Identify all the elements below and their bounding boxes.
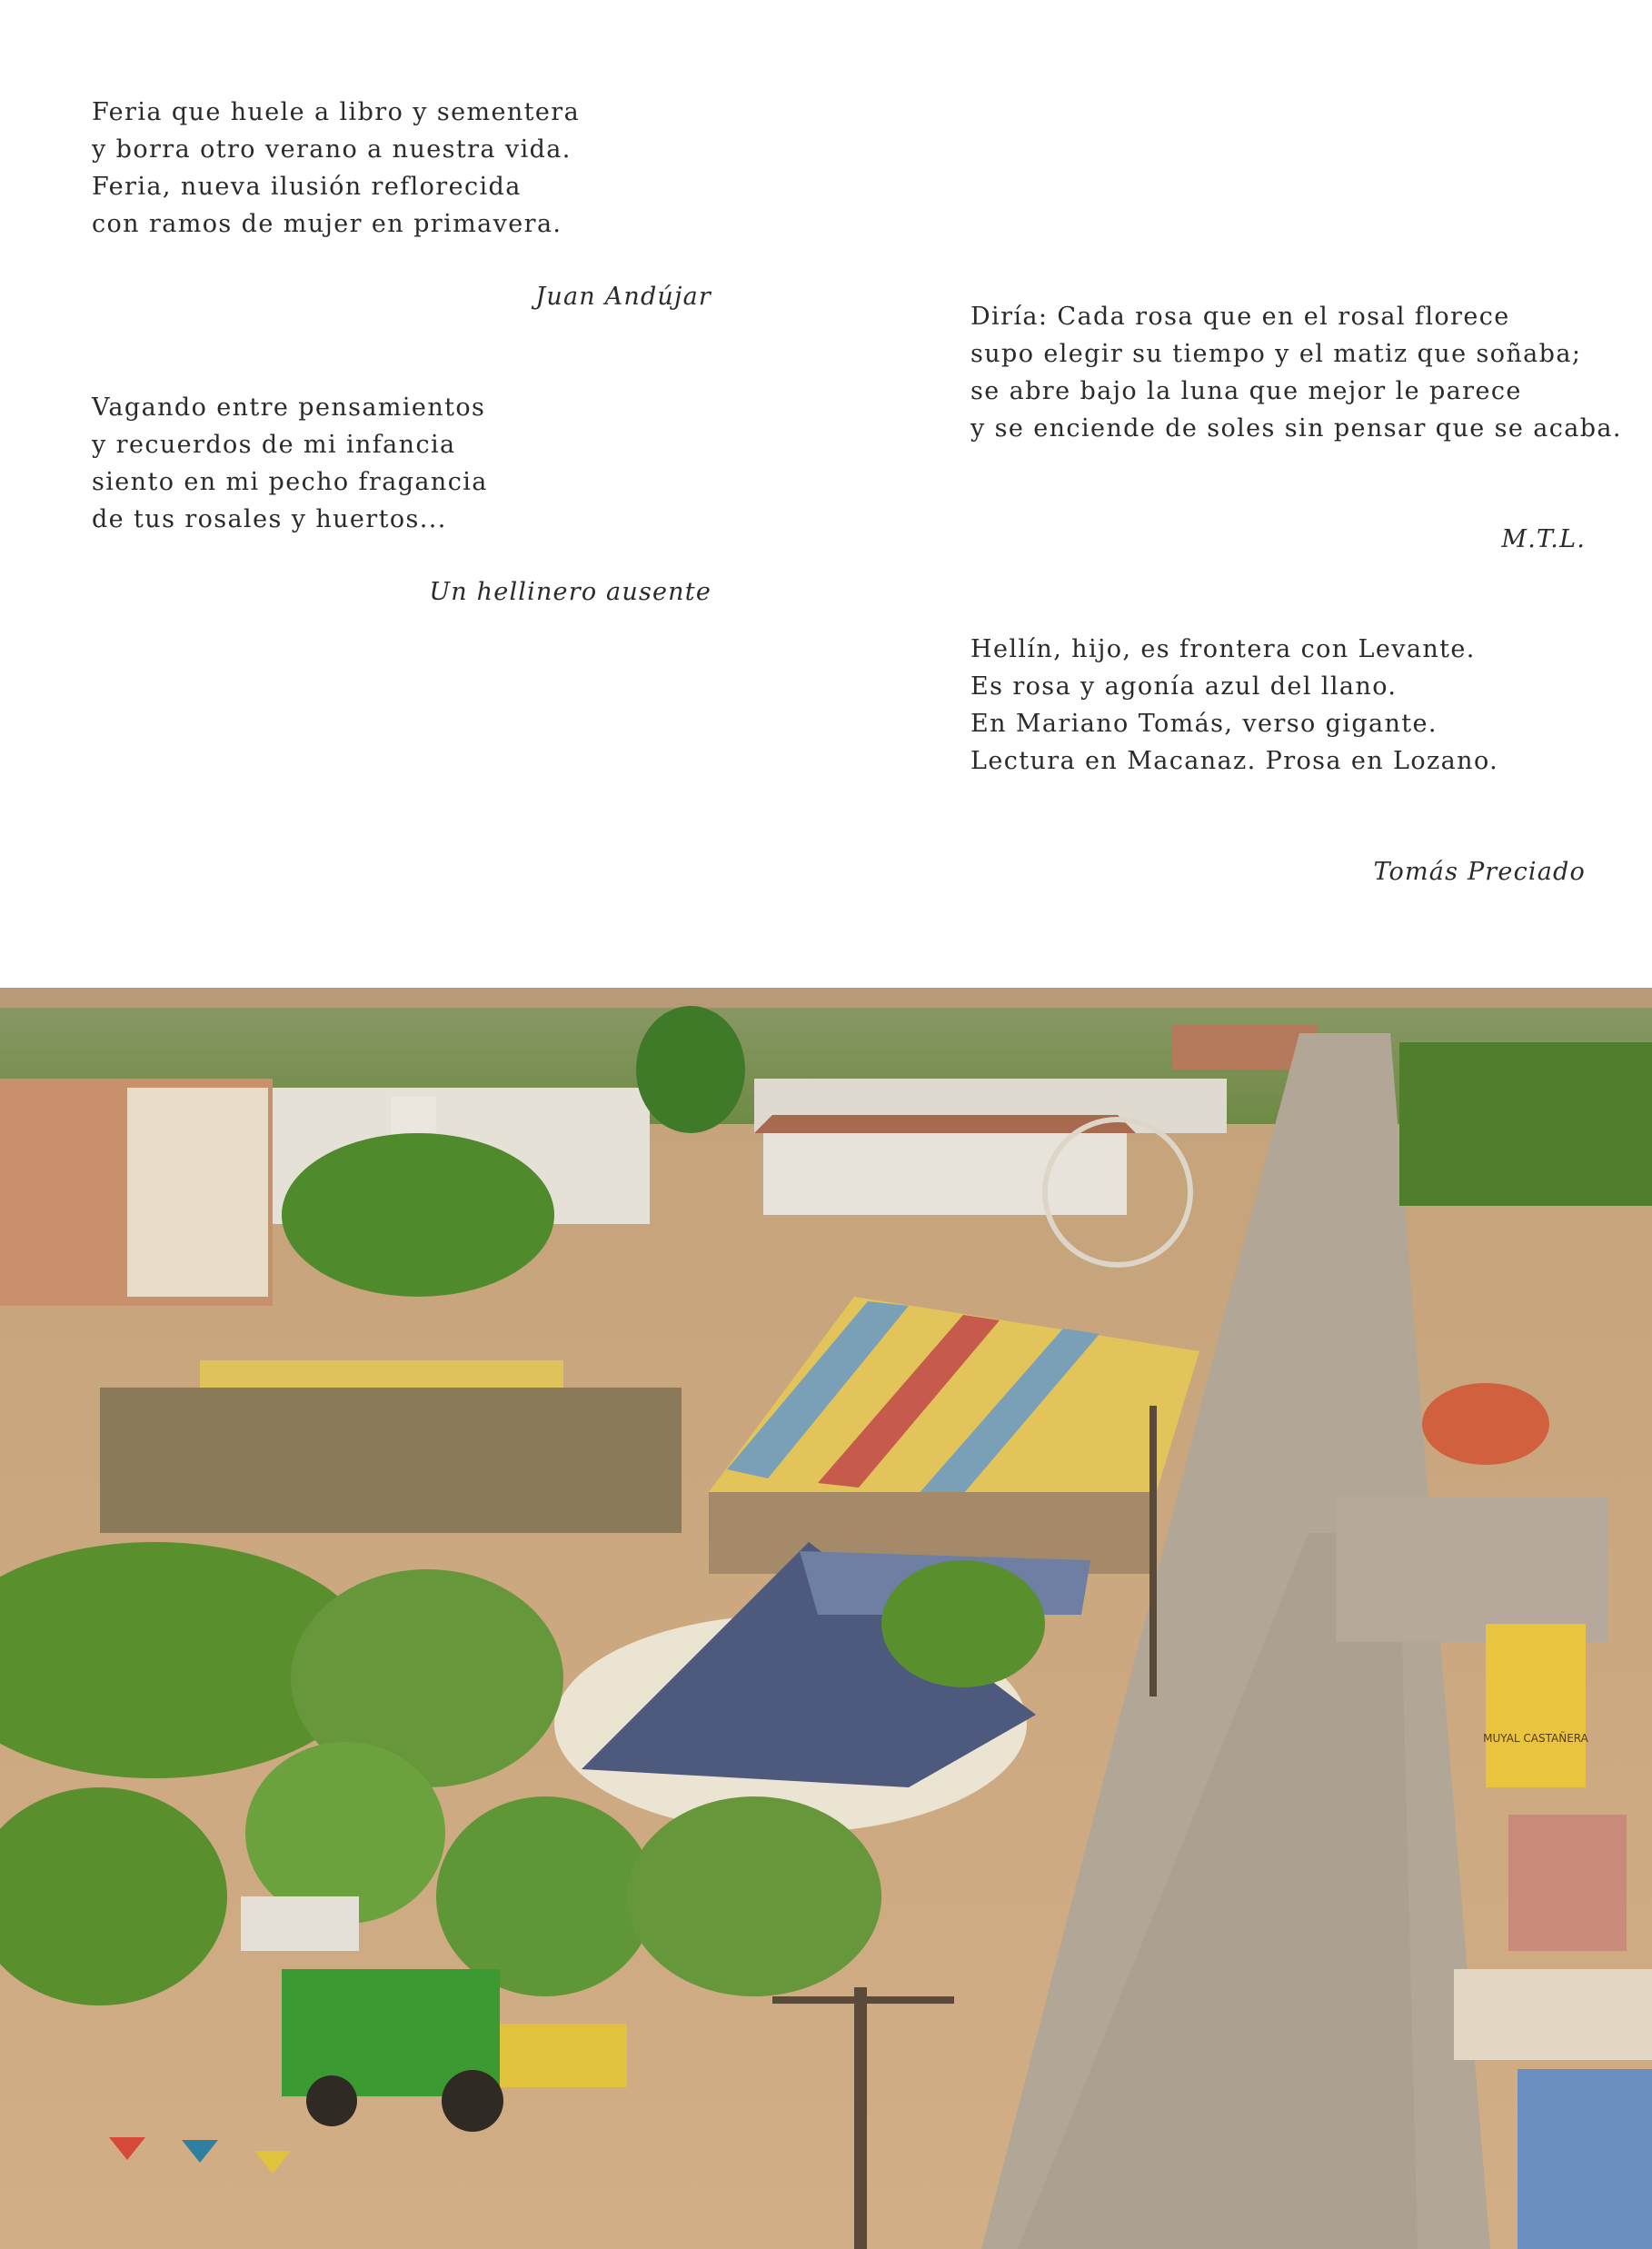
poem-line: supo elegir su tiempo y el matiz que soñaba; (970, 340, 1582, 368)
poem-line: con ramos de mujer en primavera. (92, 210, 562, 238)
right-tree-row (1399, 1042, 1652, 1206)
tree-clump (627, 1796, 881, 1996)
white-warehouse (763, 1133, 1127, 1215)
tree-clump (436, 1796, 654, 1996)
utility-pole (1149, 1406, 1157, 1697)
distant-rooftops (0, 988, 1652, 1008)
poem-line: y recuerdos de mi infancia (92, 431, 456, 459)
stall-blue (1518, 2069, 1652, 2249)
poem-hellin (970, 631, 1498, 780)
harvester-header (500, 2024, 627, 2087)
poem-line: se abre bajo la luna que mejor le parece (970, 377, 1522, 405)
poem-author: Un hellinero ausente (429, 578, 712, 606)
poem-line: Feria que huele a libro y sementera (92, 98, 581, 126)
harvester-wheel (306, 2075, 357, 2126)
poem-line: y se enciende de soles sin pensar que se acaba. (970, 414, 1622, 443)
utility-pole (854, 1987, 867, 2249)
orange-kiosk (1422, 1383, 1549, 1465)
stall-pink (1508, 1815, 1627, 1951)
bumper-car-canopy (200, 1360, 563, 1388)
tree-clump (881, 1560, 1045, 1687)
poem-author: Tomás Preciado (1373, 858, 1586, 886)
harvester-wheel (442, 2070, 503, 2132)
stall-white (1454, 1969, 1652, 2060)
poem-feria (92, 94, 580, 243)
poem-line: de tus rosales y huertos... (92, 505, 447, 533)
poem-author: M.T.L. (1501, 525, 1586, 553)
poem-line: Lectura en Macanaz. Prosa en Lozano. (970, 747, 1499, 775)
fairground-photo (0, 988, 1652, 2249)
poem-line: Hellín, hijo, es frontera con Levante. (970, 635, 1476, 663)
poem-line: Feria, nueva ilusión reflorecida (92, 173, 522, 201)
tree-clump (282, 1133, 554, 1297)
poem-author: Juan Andújar (535, 283, 712, 311)
bumper-car-floor (100, 1388, 682, 1533)
apartment-facade-light (127, 1088, 268, 1297)
stalls-right (1336, 1497, 1608, 1642)
poem-vagando (92, 389, 488, 538)
parked-car (241, 1896, 359, 1951)
stall-sign: MUYAL CASTAÑERA (1483, 1732, 1588, 1745)
utility-pole-crossarm (772, 1996, 954, 2004)
poem-line: En Mariano Tomás, verso gigante. (970, 710, 1438, 738)
poem-line: Es rosa y agonía azul del llano. (970, 672, 1398, 701)
poem-line: y borra otro verano a nuestra vida. (92, 135, 572, 164)
poem-diria (970, 298, 1622, 447)
tree-clump (636, 1006, 745, 1133)
poem-line: siento en mi pecho fragancia (92, 468, 488, 496)
poem-line: Diría: Cada rosa que en el rosal florece (970, 303, 1510, 331)
poem-line: Vagando entre pensamientos (92, 393, 486, 422)
yellow-stall (1486, 1624, 1586, 1787)
